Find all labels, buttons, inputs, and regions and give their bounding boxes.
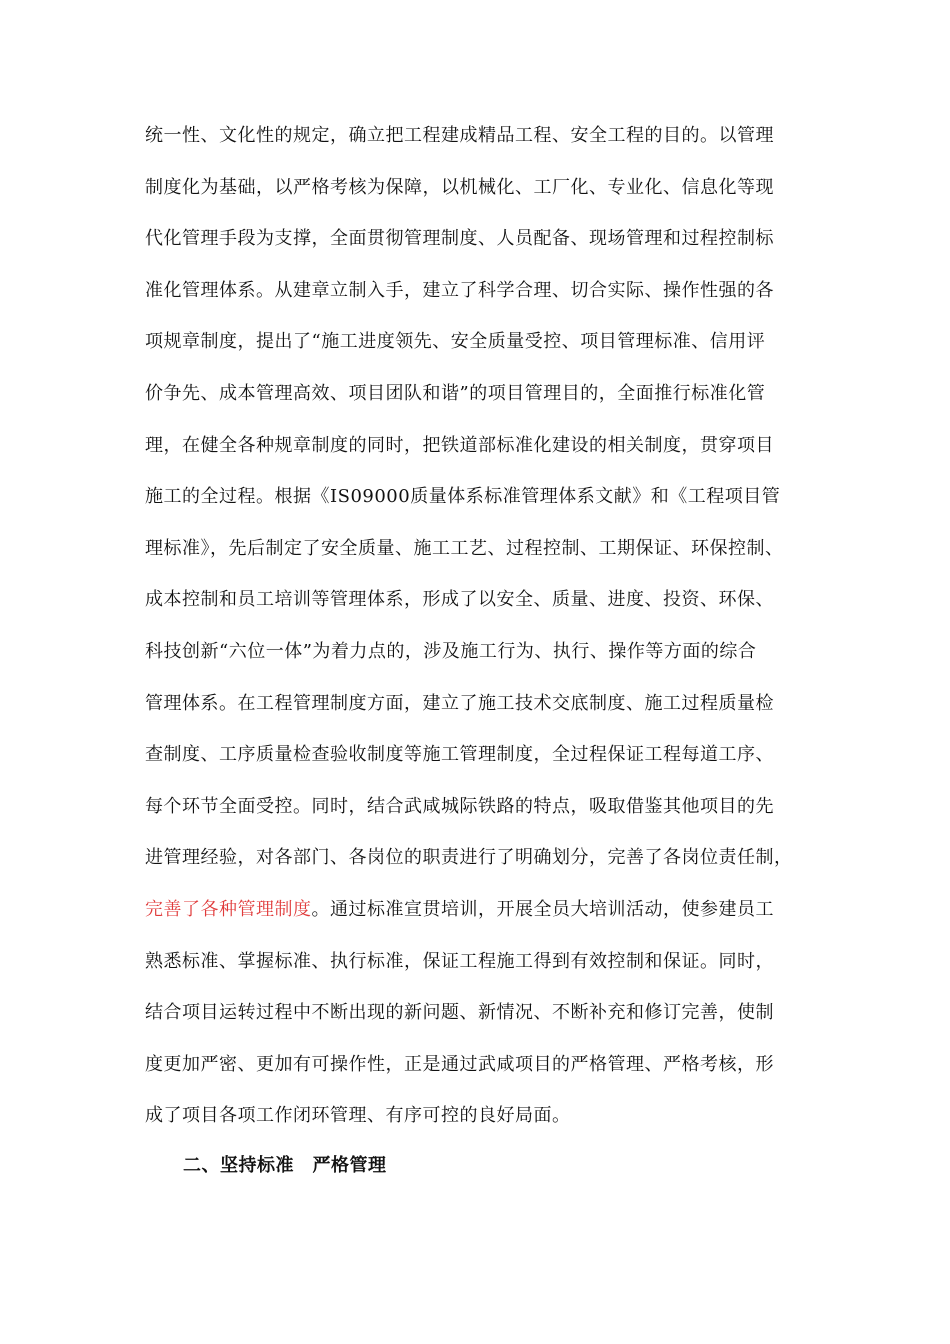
paragraph-line: 成本控制和员工培训等管理体系，形成了以安全、质量、进度、投资、环保、 xyxy=(145,589,774,611)
paragraph-line: 制度化为基础，以严格考核为保障，以机械化、工厂化、专业化、信息化等现 xyxy=(145,176,774,198)
line-remainder: 。通过标准宣贯培训，开展全员大培训活动，使参建员工 xyxy=(311,898,774,920)
paragraph-line: 准化管理体系。从建章立制入手，建立了科学合理、切合实际、操作性强的各 xyxy=(145,279,774,301)
section-heading: 二、坚持标准 严格管理 xyxy=(183,1155,387,1176)
paragraph-line: 项规章制度，提出了“施工进度领先、安全质量受控、项目管理标准、信用评 xyxy=(145,331,766,353)
paragraph-line-highlighted xyxy=(145,892,835,944)
paragraph-line: 统一性、文化性的规定，确立把工程建成精品工程、安全工程的目的。以管理 xyxy=(145,125,774,146)
body-paragraph xyxy=(145,118,835,1150)
paragraph-line: 理标准》，先后制定了安全质量、施工工艺、过程控制、工期保证、环保控制、 xyxy=(145,537,784,559)
paragraph-line: 科技创新“六位一体”为着力点的，涉及施工行为、执行、操作等方面的综合 xyxy=(145,640,757,662)
paragraph-line: 每个环节全面受控。同时，结合武咸城际铁路的特点，吸取借鉴其他项目的先 xyxy=(145,795,774,817)
paragraph-line: 代化管理手段为支撑，全面贯彻管理制度、人员配备、现场管理和过程控制标 xyxy=(145,228,774,250)
paragraph-line: 进管理经验，对各部门、各岗位的职责进行了明确划分，完善了各岗位责任制， xyxy=(145,847,793,869)
paragraph-line: 价争先、成本管理高效、项目团队和谐”的项目管理目的，全面推行标准化管 xyxy=(145,382,766,404)
paragraph-line: 施工的全过程。根据《IS09000质量体系标准管理体系文献》和《工程项目管 xyxy=(145,486,781,508)
paragraph-line: 熟悉标准、掌握标准、执行标准，保证工程施工得到有效控制和保证。同时， xyxy=(145,950,774,972)
paragraph-line: 度更加严密、更加有可操作性，正是通过武咸项目的严格管理、严格考核，形 xyxy=(145,1053,774,1075)
paragraph-line: 查制度、工序质量检查验收制度等施工管理制度，全过程保证工程每道工序、 xyxy=(145,744,774,766)
paragraph-line: 管理体系。在工程管理制度方面，建立了施工技术交底制度、施工过程质量检 xyxy=(145,692,774,714)
highlighted-text: 完善了各种管理制度 xyxy=(145,898,312,920)
paragraph-line: 理，在健全各种规章制度的同时，把铁道部标准化建设的相关制度，贯穿项目 xyxy=(145,434,774,456)
paragraph-line: 结合项目运转过程中不断出现的新问题、新情况、不断补充和修订完善，使制 xyxy=(145,1002,774,1024)
paragraph-line: 成了项目各项工作闭环管理、有序可控的良好局面。 xyxy=(145,1105,571,1127)
